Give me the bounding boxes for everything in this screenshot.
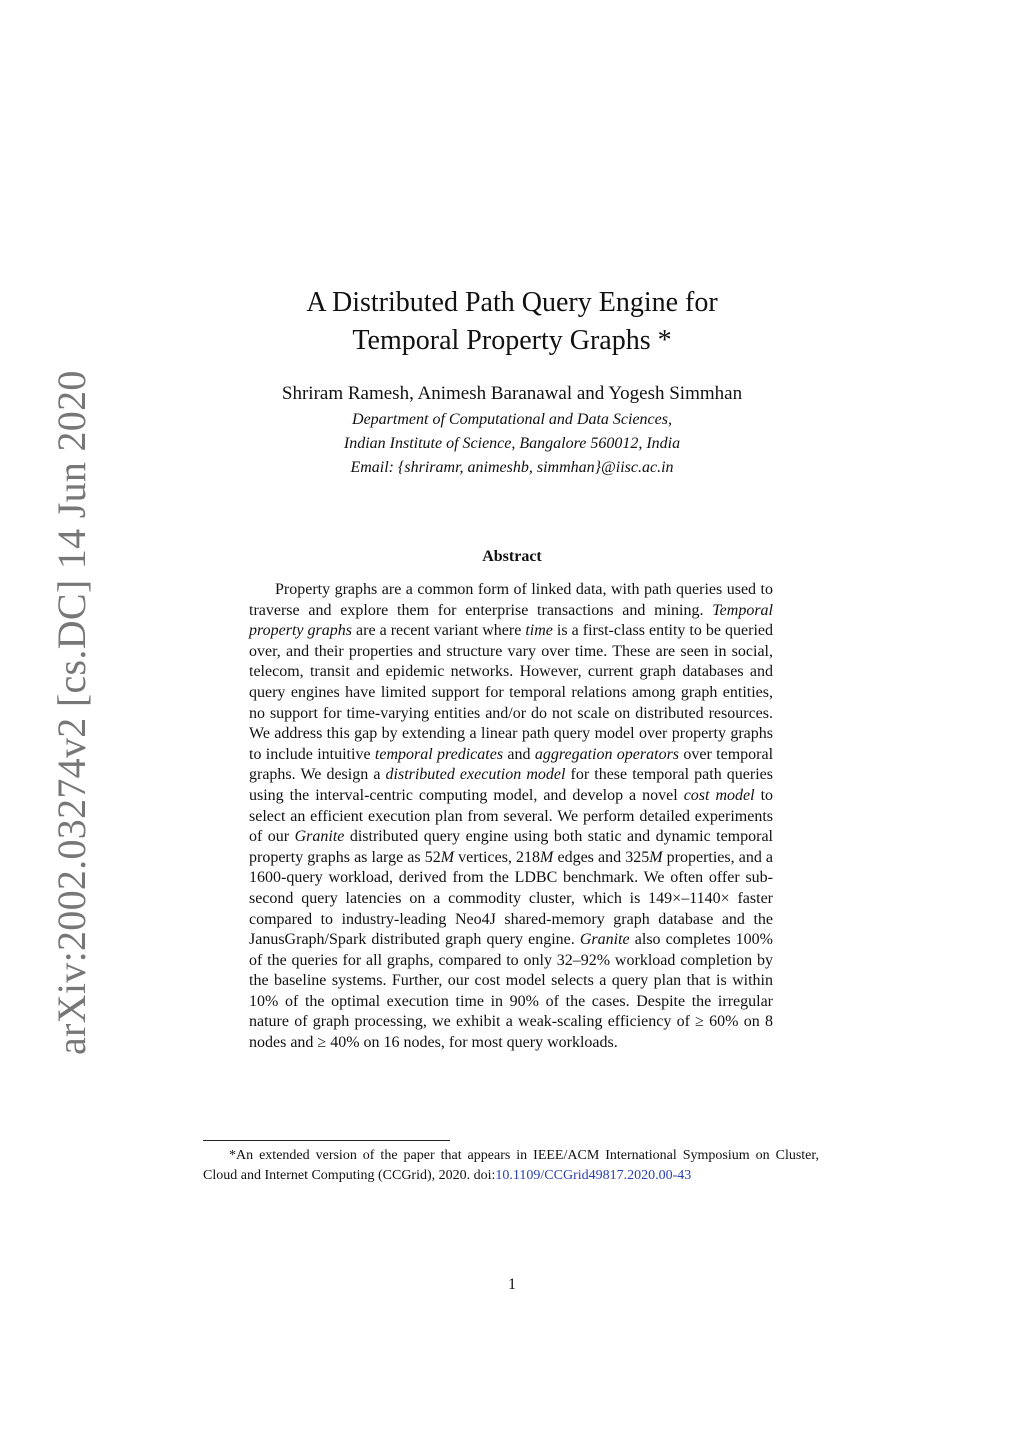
title-line-1: A Distributed Path Query Engine for: [306, 287, 718, 318]
page-number: 1: [508, 1276, 516, 1293]
abstract-heading: Abstract: [482, 548, 542, 565]
arxiv-identifier-stamp: arXiv:2002.03274v2 [cs.DC] 14 Jun 2020: [49, 370, 94, 1055]
footnote: [203, 1146, 819, 1185]
affiliation-department: Department of Computational and Data Sciences,: [352, 411, 672, 428]
author-emails: Email: {shriramr, animeshb, simmhan}@iisc.ac.in: [350, 459, 674, 476]
author-list: Shriram Ramesh, Animesh Baranawal and Yogesh Simmhan: [281, 383, 743, 404]
footnote-text: *An extended version of the paper that appears in IEEE/ACM International Symposium on Cluster, Cloud and Internet Computing (CCGrid), 2020. doi:: [203, 1148, 819, 1183]
abstract-paragraph: Property graphs are a common form of linked data, with path queries used to traverse and explore them for enterprise transactions and mining. Temporal property graphs are a recent variant where time is a first-class entity to be queried over, and their properties and structure vary over time. These are seen in social, telecom, transit and epidemic networks. However, current graph databases and query engines have limited support for temporal relations among graph entities, no support for time-varying entities and/or do not scale on distributed resources. We address this gap by extending a linear path query model over property graphs to include intuitive temporal predicates and aggregation operators over temporal graphs. We design a distributed execution model for these temporal path queries using the interval-centric computing model, and develop a novel cost model to select an efficient execution plan from several. We perform detailed experiments of our Granite distributed query engine using both static and dynamic temporal property graphs as large as 52M vertices, 218M edges and 325M properties, and a 1600-query workload, derived from the LDBC benchmark. We often offer sub-second query latencies on a commodity cluster, which is 149×–1140× faster compared to industry-leading Neo4J shared-memory graph database and the JanusGraph/Spark distributed graph query engine. Granite also completes 100% of the queries for all graphs, compared to only 32–92% workload completion by the baseline systems. Further, our cost model selects a query plan that is within 10% of the optimal execution time in 90% of the cases. Despite the irregular nature of graph processing, we exhibit a weak-scaling efficiency of ≥ 60% on 8 nodes and ≥ 40% on 16 nodes, for most query workloads.: [249, 581, 774, 1052]
affiliation-institute: Indian Institute of Science, Bangalore 560012, India: [343, 435, 681, 452]
footnote-rule: [203, 1140, 450, 1141]
title-line-2: Temporal Property Graphs *: [352, 325, 672, 356]
paper-title: [220, 284, 804, 360]
abstract-body: [249, 580, 773, 1054]
doi-link[interactable]: 10.1109/CCGrid49817.2020.00-43: [495, 1167, 692, 1183]
